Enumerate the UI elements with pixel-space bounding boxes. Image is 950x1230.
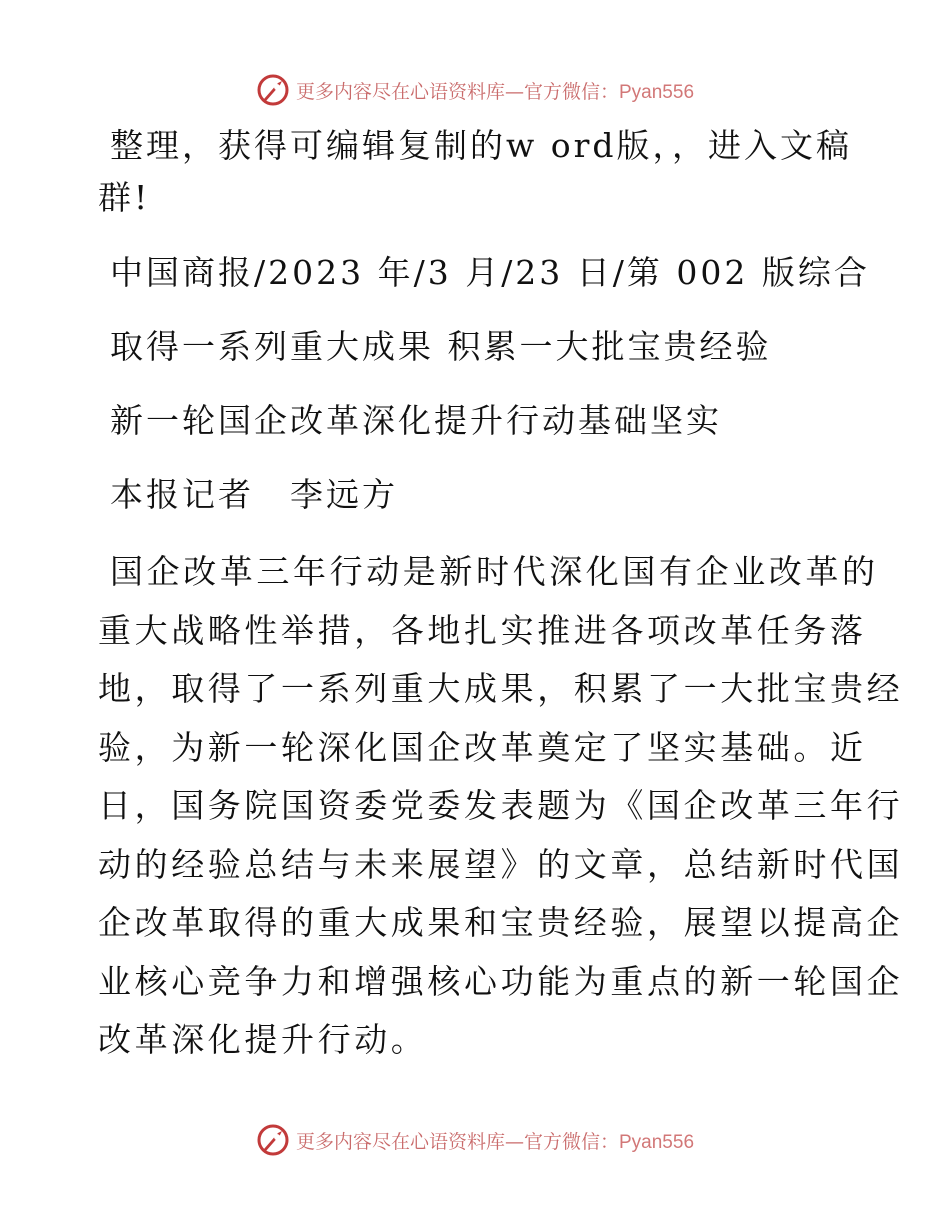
paragraph-line: 企改革取得的重大成果和宝贵经验，展望以提高企 — [98, 903, 904, 942]
source-line: 中国商报/2023 年/3 月/23 日/第 002 版综合 — [110, 253, 870, 292]
paragraph-line: 日，国务院国资委党委发表题为《国企改革三年行 — [98, 786, 904, 825]
paragraph-line: 验，为新一轮深化国企改革奠定了坚实基础。近 — [98, 727, 867, 767]
quill-logo-icon — [256, 1123, 290, 1157]
headline-1: 取得一系列重大成果 积累一大批宝贵经验 — [110, 327, 772, 366]
watermark-label: 更多内容尽在心语资料库—官方微信：Pyan556 — [295, 80, 695, 103]
paragraph-line: 地，取得了一系列重大成果，积累了一大批宝贵经 — [98, 669, 904, 708]
headline-2: 新一轮国企改革深化提升行动基础坚实 — [110, 401, 722, 440]
intro-line-2: 群! — [98, 178, 151, 217]
watermark-label: 更多内容尽在心语资料库—官方微信：Pyan556 — [295, 1130, 695, 1153]
paragraph-line: 重大战略性举措，各地扎实推进各项改革任务落 — [98, 610, 867, 650]
paragraph-line: 业核心竞争力和增强核心功能为重点的新一轮国企 — [98, 961, 904, 1001]
document-body — [98, 120, 904, 1070]
paragraph-line: 动的经验总结与未来展望》的文章，总结新时代国 — [98, 844, 904, 884]
article-paragraph — [98, 543, 904, 1070]
paragraph-line: 改革深化提升行动。 — [98, 1020, 428, 1059]
watermark-wechat-id: Pyan556 — [619, 1131, 695, 1153]
footer-watermark — [0, 1120, 950, 1160]
header-watermark — [0, 70, 950, 110]
watermark-wechat-id: Pyan556 — [619, 81, 695, 103]
intro-line-1: 整理，获得可编辑复制的w ord版，，进入文稿 — [110, 126, 853, 165]
byline: 本报记者 李远方 — [110, 475, 398, 514]
quill-logo-icon — [256, 73, 290, 107]
paragraph-line: 国企改革三年行动是新时代深化国有企业改革的 — [110, 552, 879, 591]
